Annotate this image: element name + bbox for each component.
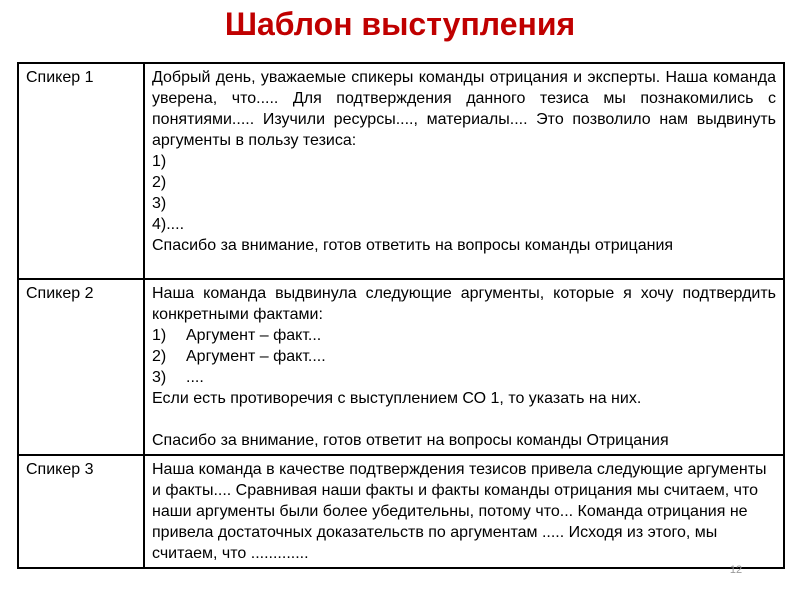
speaker-1-intro: Добрый день, уважаемые спикеры команды отрицания и эксперты. Наша команда уверена, что..... Для подтверждения данного тезиса мы познакомились с понятиями..... Изучили ресурсы...., материалы.... Это позволило нам выдвинуть аргументы в пользу тезиса: [152,69,776,149]
speech-template-table [17,62,785,569]
speaker-2-list-item-2 [152,346,776,367]
list-item-number: 3) [152,369,167,386]
list-item-text: Аргумент – факт.... [186,348,326,365]
list-item-text: Аргумент – факт... [186,327,322,344]
speaker-2-content [144,279,784,455]
table-row-speaker-1 [18,63,784,279]
page-number: 12 [729,564,743,576]
speaker-1-content [144,63,784,279]
speaker-1-numbered-line-3: 3) [152,195,167,212]
speaker-2-note: Если есть противоречия с выступлением СО 1, то указать на них. [152,390,642,407]
speaker-3-label: Спикер 3 [18,455,144,568]
slide-title: Шаблон выступления [224,6,576,42]
speaker-1-numbered-line-2: 2) [152,174,167,191]
list-item-number: 1) [152,327,167,344]
speaker-3-text: Наша команда в качестве подтверждения тезисов привела следующие аргументы и факты.... Сравнивая наши факты и факты команды отрицания мы считаем, что наши аргументы были более убедительны, потому что... Команда отрицания не привела достаточных доказательств по аргументам ..... Исходя из этого, мы считаем, что ............. [152,461,767,562]
speaker-3-content [144,455,784,568]
speaker-2-intro: Наша команда выдвинула следующие аргументы, которые я хочу подтвердить конкретными фактами: [152,285,776,323]
speaker-2-closing: Спасибо за внимание, готов ответит на вопросы команды Отрицания [152,432,669,449]
speaker-1-numbered-line-4: 4).... [152,216,185,233]
table-row-speaker-3 [18,455,784,568]
speaker-1-label: Спикер 1 [18,63,144,279]
speaker-2-list-item-3 [152,367,776,388]
list-item-text: .... [186,369,204,386]
speaker-2-label: Спикер 2 [18,279,144,455]
speaker-1-closing: Спасибо за внимание, готов ответить на вопросы команды отрицания [152,237,674,254]
speech-table-body [18,63,784,568]
list-item-number: 2) [152,348,167,365]
empty-line [152,409,776,430]
speaker-2-list-item-1 [152,325,776,346]
speaker-1-numbered-line-1: 1) [152,153,167,170]
table-row-speaker-2 [18,279,784,455]
